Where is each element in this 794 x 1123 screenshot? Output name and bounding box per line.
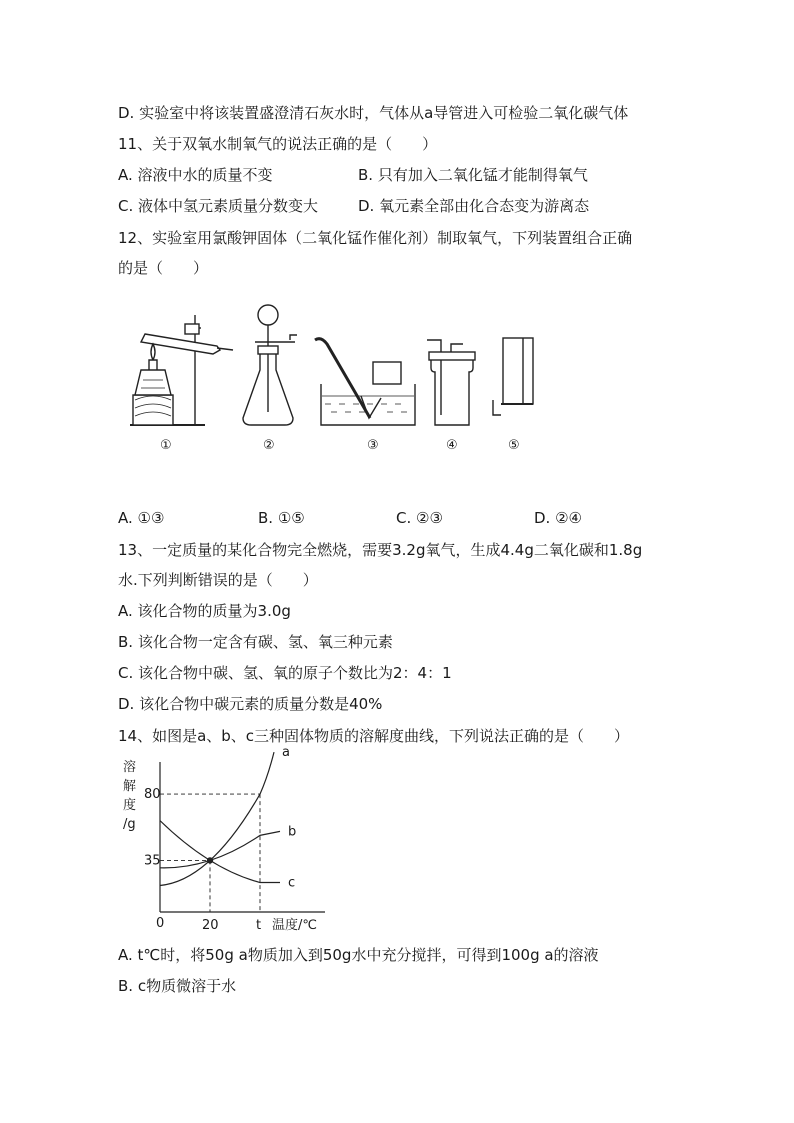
q13-option-c: C. 该化合物中碳、氢、氧的原子个数比为2：4：1 [118,664,452,682]
q12-option-c: C. ②③ [396,509,443,527]
series-curve-a [160,752,274,885]
apparatus-label-3: ③ [367,438,379,453]
y-axis-label-char: 度 [123,798,137,813]
q11-option-c: C. 液体中氢元素质量分数变大 [118,197,319,215]
q12-option-d: D. ②④ [534,509,582,527]
q14-option-b: B. c物质微溶于水 [118,977,237,995]
intersection-point [207,858,212,863]
q11-stem: 11、关于双氧水制氧气的说法正确的是（ ） [118,135,438,153]
series-label-c: c [288,875,296,891]
q13-option-a: A. 该化合物的质量为3.0g [118,602,291,620]
q11-option-b: B. 只有加入二氧化锰才能制得氧气 [358,166,588,184]
apparatus-label-2: ② [263,438,275,453]
series-label-a: a [282,745,290,761]
x-tick-label: 20 [202,918,219,933]
x-tick-label: 0 [156,916,165,931]
y-tick-label: 80 [144,787,161,803]
solubility-chart [115,745,335,933]
apparatus-label-1: ① [160,438,172,453]
apparatus-figure [125,300,545,445]
q13-option-b: B. 该化合物一定含有碳、氢、氧三种元素 [118,633,393,651]
q11-option-d: D. 氧元素全部由化合态变为游离态 [358,197,590,215]
x-axis-label: 温度/℃ [272,918,317,933]
q12-stem-line1: 12、实验室用氯酸钾固体（二氧化锰作催化剂）制取氧气，下列装置组合正确 [118,229,633,247]
y-tick-label: 35 [144,853,161,869]
q12-option-b: B. ①⑤ [258,509,305,527]
x-tick-label: t [256,918,262,933]
y-axis-label-char: /g [123,817,136,832]
q11-option-a: A. 溶液中水的质量不变 [118,166,273,184]
y-axis-label-char: 解 [123,779,137,794]
q12-stem-line2: 的是（ ） [118,259,209,277]
series-curve-c [160,821,280,883]
series-label-b: b [288,824,297,840]
apparatus-2-flask [243,305,297,425]
apparatus-4-bottle [427,340,475,425]
apparatus-label-4: ④ [446,438,458,453]
apparatus-3-trough [315,339,415,425]
q13-stem-line2: 水.下列判断错误的是（ ） [118,571,318,589]
apparatus-1-heating [130,315,233,425]
y-axis-label-char: 溶 [123,760,137,775]
apparatus-label-5: ⑤ [508,438,520,453]
q14-option-a: A. t℃时，将50g a物质加入到50g水中充分搅拌，可得到100g a的溶液 [118,946,599,964]
q13-option-d: D. 该化合物中碳元素的质量分数是40% [118,695,383,713]
q12-option-a: A. ①③ [118,509,165,527]
q13-stem-line1: 13、一定质量的某化合物完全燃烧，需要3.2g氧气，生成4.4g二氧化碳和1.8g [118,541,643,559]
apparatus-5-inverted-bottle [493,338,533,415]
q10-option-d: D. 实验室中将该装置盛澄清石灰水时，气体从a导管进入可检验二氧化碳气体 [118,104,629,122]
q14-stem: 14、如图是a、b、c三种固体物质的溶解度曲线，下列说法正确的是（ ） [118,727,630,745]
